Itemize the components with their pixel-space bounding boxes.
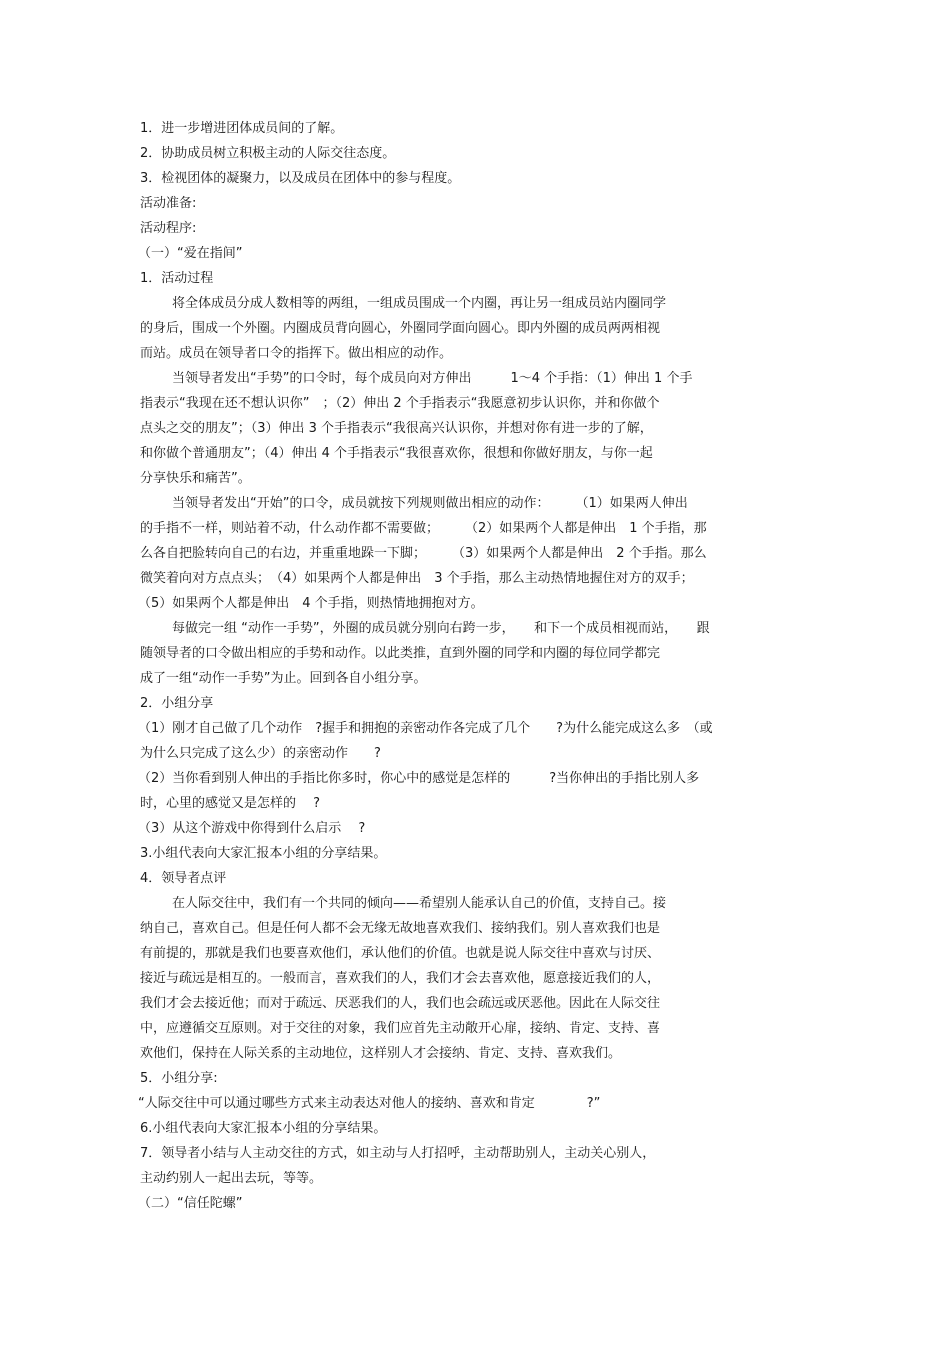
paragraph-line: 么各自把脸转向自己的右边，并重重地跺一下脚； （3）如果两个人都是伸出 2 个手指。那么 xyxy=(140,546,707,561)
question-line: （1）刚才自己做了几个动作 ?握手和拥抱的亲密动作各完成了几个 ?为什么能完成这么多 （或 xyxy=(138,721,713,736)
paragraph-line: 成了一组“动作一手势”为止。回到各自小组分享。 xyxy=(140,671,427,686)
goal-1: 1．进一步增进团体成员间的了解。 xyxy=(140,121,344,136)
section-2-title: （二）“信任陀螺” xyxy=(138,1196,243,1211)
step-4-heading: 4．领导者点评 xyxy=(140,871,227,886)
section-1-title: （一）“爱在指间” xyxy=(138,246,243,261)
procedure-heading: 活动程序: xyxy=(140,221,197,236)
goal-2: 2．协助成员树立积极主动的人际交往态度。 xyxy=(140,146,396,161)
step-7-line: 7．领导者小结与人主动交往的方式，如主动与人打招呼，主动帮助别人，主动关心别人， xyxy=(140,1146,656,1161)
paragraph-line: 主动约别人一起出去玩，等等。 xyxy=(140,1171,323,1186)
paragraph-line: 每做完一组 “动作一手势”，外圈的成员就分别向右跨一步， 和下一个成员相视而站， 跟 xyxy=(172,621,710,636)
question-line: （3）从这个游戏中你得到什么启示 ? xyxy=(138,821,366,836)
prep-heading: 活动准备: xyxy=(140,196,197,211)
paragraph-line: 将全体成员分成人数相等的两组，一组成员围成一个内圈，再让另一组成员站内圈同学 xyxy=(172,296,667,311)
paragraph-line: 在人际交往中，我们有一个共同的倾向——希望别人能承认自己的价值，支持自己。接 xyxy=(172,896,667,911)
question-line: “人际交往中可以通过哪些方式来主动表达对他人的接纳、喜欢和肯定 ?” xyxy=(138,1096,601,1111)
paragraph-line: 当领导者发出“手势”的口令时，每个成员向对方伸出 1～4 个手指：（1）伸出 1 个手 xyxy=(172,371,693,386)
question-line: 为什么只完成了这么少）的亲密动作 ? xyxy=(140,746,381,761)
goal-3: 3．检视团体的凝聚力，以及成员在团体中的参与程度。 xyxy=(140,171,461,186)
step-1-heading: 1．活动过程 xyxy=(140,271,214,286)
step-3-line: 3.小组代表向大家汇报本小组的分享结果。 xyxy=(140,846,387,861)
paragraph-line: 中，应遵循交互原则。对于交往的对象，我们应首先主动敞开心扉，接纳、肯定、支持、喜 xyxy=(140,1021,661,1036)
paragraph-line: 而站。成员在领导者口令的指挥下。做出相应的动作。 xyxy=(140,346,453,361)
question-line: 时，心里的感觉又是怎样的 ? xyxy=(140,796,321,811)
paragraph-line: 点头之交的朋友”；（3）伸出 3 个手指表示“我很高兴认识你，并想对你有进一步的了解， xyxy=(140,421,653,436)
paragraph-line: （5）如果两个人都是伸出 4 个手指，则热情地拥抱对方。 xyxy=(138,596,484,611)
paragraph-line: 当领导者发出“开始”的口令，成员就按下列规则做出相应的动作： （1）如果两人伸出 xyxy=(172,496,688,511)
paragraph-line: 纳自己，喜欢自己。但是任何人都不会无缘无故地喜欢我们、接纳我们。别人喜欢我们也是 xyxy=(140,921,661,936)
paragraph-line: 接近与疏远是相互的。一般而言，喜欢我们的人，我们才会去喜欢他，愿意接近我们的人， xyxy=(140,971,661,986)
paragraph-line: 微笑着向对方点点头； （4）如果两个人都是伸出 3 个手指，那么主动热情地握住对方的双手； xyxy=(140,571,694,586)
paragraph-line: 分享快乐和痛苦”。 xyxy=(140,471,251,486)
paragraph-line: 欢他们，保持在人际关系的主动地位，这样别人才会接纳、肯定、支持、喜欢我们。 xyxy=(140,1046,622,1061)
paragraph-line: 和你做个普通朋友”；（4）伸出 4 个手指表示“我很喜欢你，很想和你做好朋友，与你一起 xyxy=(140,446,653,461)
step-6-line: 6.小组代表向大家汇报本小组的分享结果。 xyxy=(140,1121,387,1136)
paragraph-line: 的手指不一样，则站着不动，什么动作都不需要做； （2）如果两个人都是伸出 1 个手指，那 xyxy=(140,521,707,536)
paragraph-line: 有前提的，那就是我们也要喜欢他们，承认他们的价值。也就是说人际交往中喜欢与讨厌、 xyxy=(140,946,661,961)
paragraph-line: 随领导者的口令做出相应的手势和动作。以此类推，直到外圈的同学和内圈的每位同学都完 xyxy=(140,646,661,661)
paragraph-line: 的身后，围成一个外圈。内圈成员背向圆心，外圈同学面向圆心。即内外圈的成员两两相视 xyxy=(140,321,661,336)
question-line: （2）当你看到别人伸出的手指比你多时，你心中的感觉是怎样的 ?当你伸出的手指比别人多 xyxy=(138,771,700,786)
paragraph-line: 指表示“我现在还不想认识你” ；（2）伸出 2 个手指表示“我愿意初步认识你，并和你做个 xyxy=(140,396,660,411)
paragraph-line: 我们才会去接近他；而对于疏远、厌恶我们的人，我们也会疏远或厌恶他。因此在人际交往 xyxy=(140,996,661,1011)
step-5-heading: 5．小组分享: xyxy=(140,1071,218,1086)
step-2-heading: 2．小组分享 xyxy=(140,696,214,711)
